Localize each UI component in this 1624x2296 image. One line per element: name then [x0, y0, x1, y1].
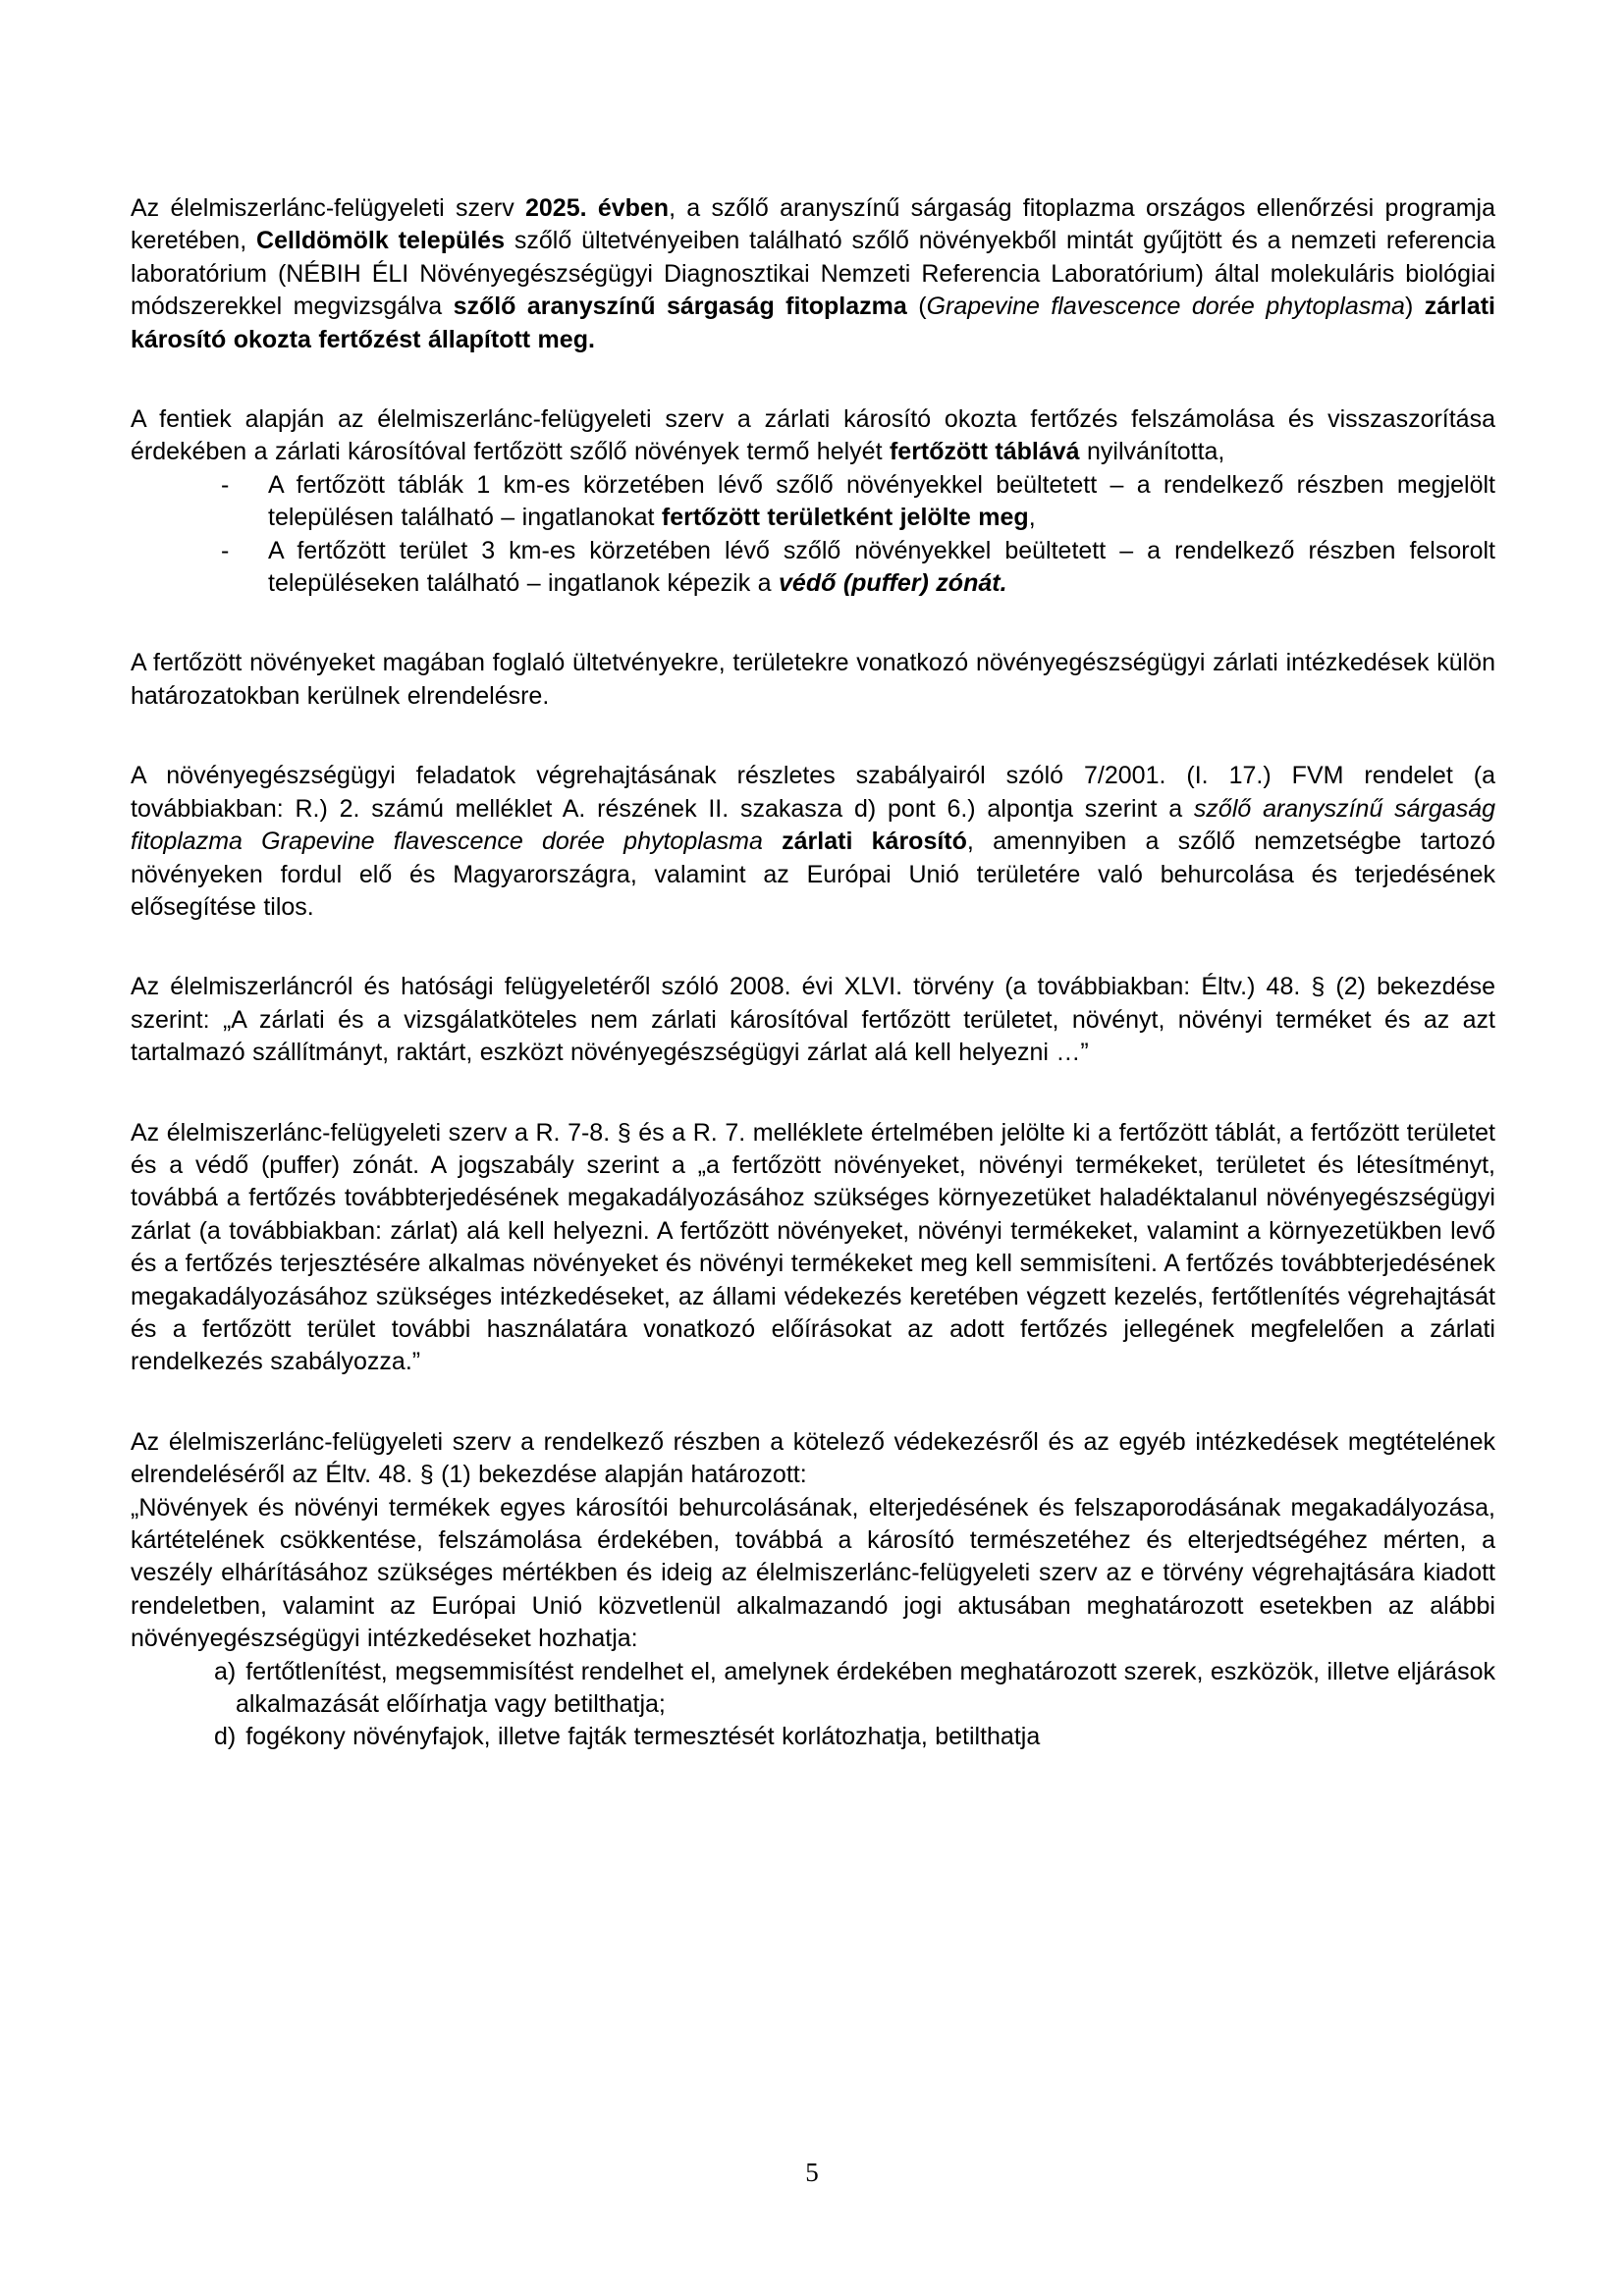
text-run: A fertőzött növényeket magában foglaló ültetvényekre, területekre vonatkozó növényegészségügyi zárlati intézkedések külön határozatokban kerülnek elrendelésre.	[131, 649, 1495, 710]
text-run: fertőzött területként jelölte meg	[661, 504, 1029, 532]
text-run: A fentiek alapján az élelmiszerlánc-felügyeleti szerv a zárlati károsító okozta fertőzés felszámolása és visszaszorítása érdekében a zárlati károsítóval fertőzött szőlő növények termő helyét	[131, 405, 1495, 466]
text-run: , a szőlő aranyszínű sárgaság fitoplazma országos ellenőrzési programja keretében,	[131, 194, 1496, 255]
lettered-list	[131, 1656, 1495, 1754]
page-number: 5	[805, 2158, 819, 2187]
text-run: 2025. évben	[525, 194, 670, 222]
text-run: fogékony növényfajok, illetve fajták termesztését korlátozhatja, betilthatja	[245, 1723, 1041, 1751]
text-run: )	[1404, 293, 1425, 321]
text-run: szőlő aranyszínű sárgaság fitoplazma	[453, 293, 907, 321]
text-run: Celldömölk település	[256, 227, 505, 255]
text-run: ,	[1028, 504, 1036, 532]
text-run: Az élelmiszerlánc-felügyeleti szerv a R. 7-8. § és a R. 7. melléklete értelmében jelölte ki a fertőzött táblát, a fertőzött területet és a védő (puffer) zónát. A jogszabály szerint a „a fertőzött növényeket, növényi termékeket, területet és létesítményt, továbbá a fertőzés továbbterjedésének megakadályozásához szükséges környezetüket haladéktalanul növényegészségügyi zárlat (a továbbiakban: zárlat) alá kell helyezni. A fertőzött növényeket, növényi termékeket, valamint a környezetükben levő és a fertőzés terjesztésére alkalmas növényeket és növényi termékeket meg kell semmisíteni. A fertőzés továbbterjedésének megakadályozásához szükséges intézkedéseket, az állami védekezés keretében végzett kezelés, fertőtlenítés végrehajtását és a fertőzött terület további használatára vonatkozó előírásokat az adott fertőzés jellegének megfelelően a zárlati rendelkezés szabályozza.”	[131, 1118, 1495, 1376]
text-run: A fertőzött táblák 1 km-es körzetében lévő szőlő növényekkel beültetett – a rendelkező részben megjelölt településen található – ingatlanokat	[268, 470, 1495, 532]
text-run: szőlő ültetvényeiben található szőlő növényekből mintát gyűjtött és a nemzeti referencia laboratórium (NÉBIH ÉLI Növényegészségügyi Diagnosztikai Nemzeti Referencia Laboratórium) által molekuláris biológiai módszerekkel megvizsgálva	[131, 227, 1496, 321]
paragraph	[131, 1426, 1495, 1492]
paragraph	[131, 192, 1495, 356]
paragraph	[131, 647, 1495, 713]
text-run: szőlő aranyszínű sárgaság fitoplazma Grapevine flavescence dorée phytoplasma	[131, 794, 1496, 856]
list-item	[131, 1721, 1495, 1753]
document-body	[131, 192, 1495, 1754]
list-item	[131, 469, 1495, 535]
text-run: A növényegészségügyi feladatok végrehajtásának részletes szabályairól szóló 7/2001. (I. 17.) FVM rendelet (a továbbiakban: R.) 2. számú melléklet A. részének II. szakasza d) pont 6.) alpontja szerint a	[131, 762, 1495, 823]
text-run: nyilvánította,	[1079, 438, 1225, 466]
text-run: zárlati károsító	[782, 828, 967, 856]
text-run: (	[906, 293, 927, 321]
text-run: „Növények és növényi termékek egyes károsítói behurcolásának, elterjedésének és felszaporodásának megakadályozása, kártételének csökkentése, felszámolása érdekében, továbbá a károsító természetéhez és elterjedtségéhez mérten, a veszély elhárításához szükséges mértékben és ideig az élelmiszerlánc-felügyeleti szerv az e törvény végrehajtására kiadott rendeletben, valamint az Európai Unió közvetlenül alkalmazandó jogi aktusában meghatározott esetekben az alábbi növényegészségügyi intézkedéseket hozhatja:	[131, 1493, 1495, 1653]
paragraph	[131, 760, 1495, 924]
text-run: Az élelmiszerláncról és hatósági felügyeletéről szóló 2008. évi XLVI. törvény (a továbbiakban: Éltv.) 48. § (2) bekezdése szerint: „A zárlati és a vizsgálatköteles nem zárlati károsítóval fertőzött területet, növényt, növényi terméket és az azt tartalmazó szállítmányt, raktárt, eszközt növényegészségügyi zárlat alá kell helyezni …”	[131, 973, 1495, 1067]
paragraph	[131, 403, 1495, 469]
list-item	[131, 535, 1495, 601]
letter-list-marker: d)	[214, 1723, 237, 1751]
text-run: A fertőzött terület 3 km-es körzetében lévő szőlő növényekkel beültetett – a rendelkező részben felsorolt településeken található – ingatlanok képezik a	[268, 536, 1495, 598]
text-run: Az élelmiszerlánc-felügyeleti szerv	[131, 194, 525, 222]
text-run	[763, 828, 782, 855]
text-run: Az élelmiszerlánc-felügyeleti szerv a rendelkező részben a kötelező védekezésről és az egyéb intézkedések megtételének elrendeléséről az Éltv. 48. § (1) bekezdése alapján határozott:	[131, 1427, 1495, 1489]
text-run: védő (puffer) zónát.	[779, 569, 1007, 598]
text-run: zárlati károsító okozta fertőzést állapított meg.	[131, 293, 1496, 353]
text-run: , amennyiben a szőlő nemzetségbe tartozó növényeken fordul elő és Magyarországra, valamint az Európai Unió területére való behurcolása és terjedésének elősegítése tilos.	[131, 828, 1495, 921]
dash-bullet-list	[131, 469, 1495, 601]
list-item	[131, 1656, 1495, 1722]
paragraph	[131, 971, 1495, 1069]
paragraph	[131, 1117, 1495, 1379]
text-run: fertőzött táblává	[889, 438, 1080, 466]
dash-bullet-marker: -	[221, 470, 230, 499]
letter-list-marker: a)	[214, 1657, 237, 1685]
dash-bullet-marker: -	[221, 536, 230, 564]
text-run: fertőtlenítést, megsemmisítést rendelhet el, amelynek érdekében meghatározott szerek, eszközök, illetve eljárások alkalmazását előírhatja vagy betilthatja;	[236, 1657, 1495, 1719]
text-run: Grapevine flavescence dorée phytoplasma	[926, 293, 1405, 321]
paragraph	[131, 1492, 1495, 1656]
